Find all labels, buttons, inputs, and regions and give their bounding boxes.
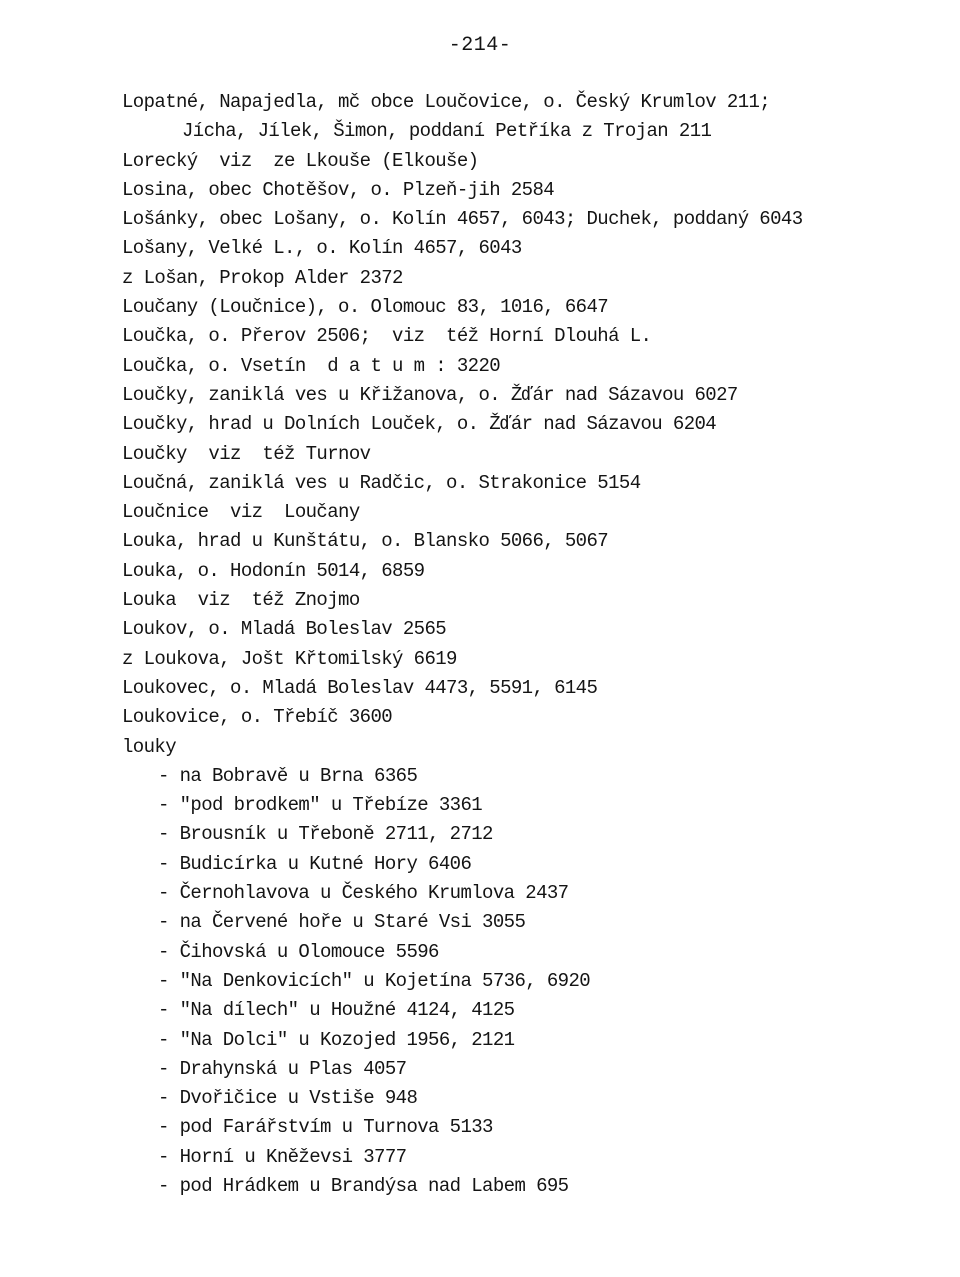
index-subentry: - na Bobravě u Brna 6365 (158, 764, 418, 787)
index-entry: Loučky viz též Turnov (122, 442, 371, 465)
index-entry: Loukovec, o. Mladá Boleslav 4473, 5591, 6145 (122, 676, 598, 699)
index-subentry: - Drahynská u Plas 4057 (158, 1057, 407, 1080)
index-subentry: - Horní u Kněževsi 3777 (158, 1145, 407, 1168)
index-subentry: - pod Hrádkem u Brandýsa nad Labem 695 (158, 1174, 569, 1197)
index-entry: Loučka, o. Přerov 2506; viz též Horní Dlouhá L. (122, 325, 652, 348)
index-entry: z Loukova, Jošt Křtomilský 6619 (122, 647, 457, 670)
index-entry: Loukov, o. Mladá Boleslav 2565 (122, 618, 447, 641)
index-entry-continuation: Jícha, Jílek, Šimon, poddaní Petříka z Trojan 211 (182, 120, 712, 143)
index-entry: Loučky, hrad u Dolních Louček, o. Žďár nad Sázavou 6204 (122, 413, 717, 436)
index-entry: Loučany (Loučnice), o. Olomouc 83, 1016, 6647 (122, 296, 609, 319)
index-subentry: - "Na Denkovicích" u Kojetína 5736, 6920 (158, 969, 591, 992)
index-entry: Louka, o. Hodonín 5014, 6859 (122, 559, 425, 582)
index-subentry: - "Na Dolci" u Kozojed 1956, 2121 (158, 1028, 515, 1051)
index-entry: Lopatné, Napajedla, mč obce Loučovice, o. Český Krumlov 211; (122, 91, 771, 113)
index-subentry: - Brousník u Třeboně 2711, 2712 (158, 823, 493, 846)
index-entry: Loučnice viz Loučany (122, 501, 360, 524)
index-entry: z Lošan, Prokop Alder 2372 (122, 266, 403, 289)
index-subentry: - "pod brodkem" u Třebíze 3361 (158, 794, 483, 817)
index-entry: Loučná, zaniklá ves u Radčic, o. Strakonice 5154 (122, 471, 641, 494)
index-entry: Loukovice, o. Třebíč 3600 (122, 706, 393, 729)
index-subentry: - Černohlavova u Českého Krumlova 2437 (158, 882, 569, 905)
index-subentry: - Čihovská u Olomouce 5596 (158, 940, 439, 963)
index-entry: Lošany, Velké L., o. Kolín 4657, 6043 (122, 237, 522, 260)
index-subentry: - Dvořičice u Vstiše 948 (158, 1087, 418, 1110)
index-entry: Lorecký viz ze Lkouše (Elkouše) (122, 149, 479, 172)
index-entry: Louka viz též Znojmo (122, 589, 360, 612)
index-entries (122, 88, 922, 1201)
index-entry: Lošánky, obec Lošany, o. Kolín 4657, 6043; Duchek, poddaný 6043 (122, 208, 803, 231)
index-entry: Losina, obec Chotěšov, o. Plzeň-jih 2584 (122, 178, 555, 201)
page-number: -214- (448, 34, 512, 57)
index-subentry: - pod Farářstvím u Turnova 5133 (158, 1116, 493, 1139)
index-entry: Loučka, o. Vsetín d a t u m : 3220 (122, 354, 501, 377)
index-subentry: - Budicírka u Kutné Hory 6406 (158, 852, 472, 875)
index-entry: Loučky, zaniklá ves u Křižanova, o. Žďár nad Sázavou 6027 (122, 383, 738, 406)
index-subentry: - "Na dílech" u Houžné 4124, 4125 (158, 999, 515, 1022)
index-entry: Louka, hrad u Kunštátu, o. Blansko 5066, 5067 (122, 530, 609, 553)
index-subentry: - na Červené hoře u Staré Vsi 3055 (158, 911, 526, 934)
index-entry: louky (122, 735, 177, 758)
